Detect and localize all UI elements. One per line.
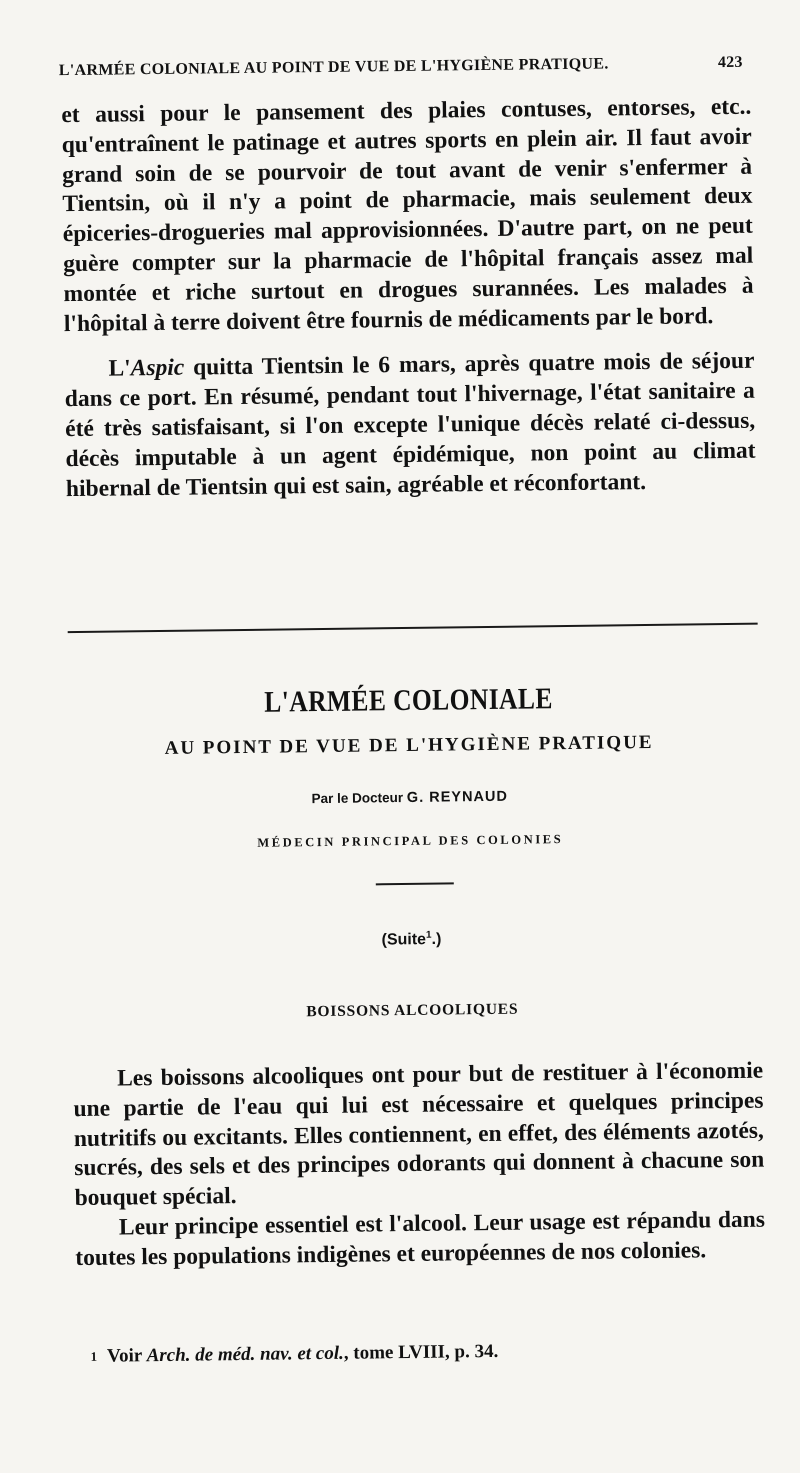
footnote [90, 1338, 766, 1368]
section-divider [68, 623, 758, 633]
summary-lead: L' [108, 355, 131, 382]
byline-prefix: Par le Docteur [311, 789, 407, 807]
ship-name: Aspic [130, 355, 185, 382]
intro-paragraph: et aussi pour le pansement des plaies contuses, entorses, etc.. qu'entraînent le patinage et autres sports en plein air. Il faut avoir grand soin de se pourvoir de tout avant de venir s'enfermer à Tientsin, où il n'y a point de pharmacie, mais seulement deux épiceries-drogueries mal approvisionnées. D'autre part, on ne peut guère compter sur la pharmacie de l'hôpital français assez mal montée et riche surtout en drogues surannées. Les malades à l'hôpital à terre doivent être fournis de médicaments par le bord. [61, 93, 754, 337]
footnote-text-after: , tome LVIII, p. 34. [343, 1340, 499, 1364]
section-text [73, 1057, 765, 1274]
section-heading: BOISSONS ALCOOLIQUES [306, 1000, 519, 1021]
author-role: MÉDECIN PRINCIPAL DES COLONIES [257, 832, 564, 850]
footnote-number: 1 [90, 1348, 98, 1364]
article-subtitle: AU POINT DE VUE DE L'HYGIÈNE PRATIQUE [164, 731, 654, 759]
section-paragraph: Leur principe essentiel est l'alcool. Leur usage est répandu dans toutes les populations indigènes et européennes de nos colonies. [75, 1206, 766, 1271]
summary-rest: quitta Tientsin le 6 mars, après quatre mois de séjour dans ce port. En résumé, pendant tout l'hivernage, l'état sanitaire a été très satisfaisant, si l'on excepte l'unique décès relaté ci-dessus, décès imputable à un agent épidémique, non point au climat hibernal de Tientsin qui est sain, agréable et réconfortant. [64, 348, 756, 502]
footnote-source: Arch. de méd. nav. et col. [146, 1342, 344, 1367]
summary-paragraph [64, 347, 756, 504]
continued-footnote-ref: 1 [425, 929, 432, 941]
article-title: L'ARMÉE COLONIALE [264, 682, 553, 719]
byline [10, 785, 800, 811]
author-name: G. REYNAUD [406, 788, 509, 806]
running-head-title: L'ARMÉE COLONIALE AU POINT DE VUE DE L'HYGIÈNE PRATIQUE. [58, 55, 609, 80]
continued-label [11, 925, 800, 954]
footnote-text-before: Voir [106, 1345, 147, 1367]
page-number: 423 [717, 53, 743, 72]
short-divider [376, 882, 454, 885]
section-paragraph: Les boissons alcooliques ont pour but de restituer à l'économie une partie de l'eau qui lui est nécessaire et quelques principes nutritifs ou excitants. Elles contiennent, en effet, des éléments azotés, sucrés, des sels et des principes odorants qui donnent à chacune son bouquet spécial. [73, 1057, 765, 1212]
intro-text [61, 93, 756, 505]
continued-text: (Suite [381, 931, 427, 949]
continued-close: .) [431, 930, 442, 949]
running-head [59, 54, 743, 80]
